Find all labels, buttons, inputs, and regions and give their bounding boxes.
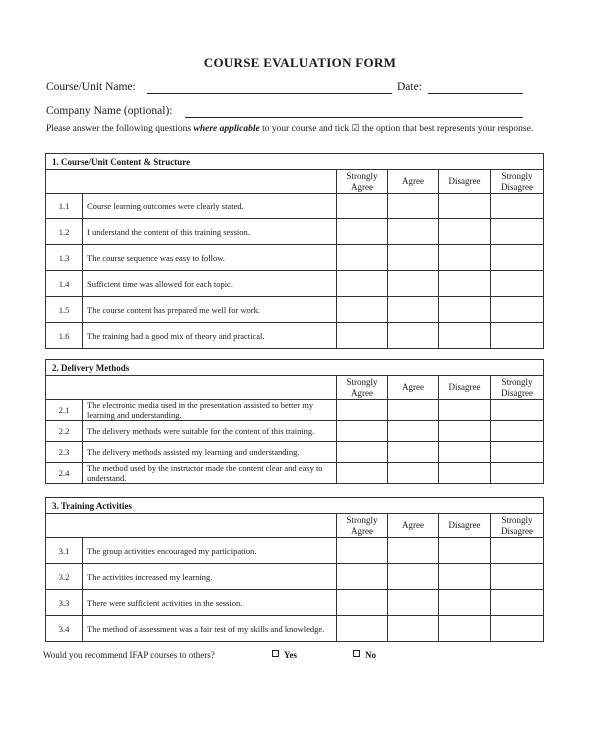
rating-cell-strongly-agree[interactable] xyxy=(337,219,388,245)
header-blank xyxy=(46,514,337,538)
table-row xyxy=(46,590,544,616)
table-row xyxy=(46,271,544,297)
rating-cell-strongly-disagree[interactable] xyxy=(491,400,544,421)
rating-cell-strongly-disagree[interactable] xyxy=(491,194,544,219)
header-blank xyxy=(46,376,337,400)
item-question: Course learning outcomes were clearly stated. xyxy=(83,194,337,219)
item-number: 2.1 xyxy=(46,400,83,421)
rating-cell-agree[interactable] xyxy=(388,271,439,297)
rating-cell-disagree[interactable] xyxy=(439,538,491,564)
instructions-text-mid: to your course and tick xyxy=(262,124,350,134)
rating-cell-strongly-disagree[interactable] xyxy=(491,219,544,245)
rating-cell-agree[interactable] xyxy=(388,564,439,590)
item-question: Sufficient time was allowed for each topic. xyxy=(83,271,337,297)
rating-cell-strongly-disagree[interactable] xyxy=(491,564,544,590)
rating-cell-strongly-agree[interactable] xyxy=(337,194,388,219)
rating-cell-disagree[interactable] xyxy=(439,400,491,421)
date-label: Date: xyxy=(397,81,422,93)
rating-cell-strongly-agree[interactable] xyxy=(337,271,388,297)
item-question: The electronic media used in the presentation assisted to better my learning and understanding. xyxy=(83,400,337,421)
rating-cell-disagree[interactable] xyxy=(439,323,491,349)
recommend-question: Would you recommend IFAP courses to others? xyxy=(43,650,215,660)
item-number: 1.1 xyxy=(46,194,83,219)
rating-cell-agree[interactable] xyxy=(388,421,439,442)
item-question: The delivery methods were suitable for the content of this training. xyxy=(83,421,337,442)
instructions xyxy=(46,123,546,135)
rating-cell-strongly-agree[interactable] xyxy=(337,297,388,323)
section-2-table xyxy=(45,359,544,484)
recommend-no-option[interactable] xyxy=(353,650,376,660)
rating-cell-strongly-agree[interactable] xyxy=(337,442,388,463)
date-field[interactable] xyxy=(428,93,523,94)
form-title: COURSE EVALUATION FORM xyxy=(203,55,397,70)
rating-cell-strongly-agree[interactable] xyxy=(337,400,388,421)
rating-cell-strongly-agree[interactable] xyxy=(337,538,388,564)
rating-cell-disagree[interactable] xyxy=(439,194,491,219)
rating-cell-strongly-agree[interactable] xyxy=(337,616,388,642)
rating-cell-strongly-disagree[interactable] xyxy=(491,297,544,323)
header-agree: Agree xyxy=(388,170,439,194)
table-row xyxy=(46,421,544,442)
item-number: 2.2 xyxy=(46,421,83,442)
instructions-text-start: Please answer the following questions xyxy=(46,124,192,134)
item-question: The course content has prepared me well for work. xyxy=(83,297,337,323)
table-row xyxy=(46,297,544,323)
item-number: 1.6 xyxy=(46,323,83,349)
rating-cell-agree[interactable] xyxy=(388,442,439,463)
item-number: 1.3 xyxy=(46,245,83,271)
header-strongly-disagree: Strongly Disagree xyxy=(491,376,544,400)
checked-box-icon: ☑ xyxy=(351,124,360,134)
header-agree: Agree xyxy=(388,514,439,538)
rating-cell-strongly-agree[interactable] xyxy=(337,421,388,442)
rating-cell-strongly-disagree[interactable] xyxy=(491,616,544,642)
company-name-field[interactable] xyxy=(185,117,523,118)
item-number: 2.3 xyxy=(46,442,83,463)
table-row xyxy=(46,616,544,642)
rating-cell-disagree[interactable] xyxy=(439,297,491,323)
item-question: The method of assessment was a fair test of my skills and knowledge. xyxy=(83,616,337,642)
rating-cell-disagree[interactable] xyxy=(439,421,491,442)
section-3-table xyxy=(45,497,544,642)
rating-cell-strongly-agree[interactable] xyxy=(337,245,388,271)
item-question: The course sequence was easy to follow. xyxy=(83,245,337,271)
table-row xyxy=(46,323,544,349)
rating-cell-disagree[interactable] xyxy=(439,219,491,245)
rating-cell-strongly-agree[interactable] xyxy=(337,590,388,616)
yes-checkbox[interactable] xyxy=(272,650,279,657)
header-disagree: Disagree xyxy=(439,514,491,538)
section-1-table xyxy=(45,153,544,349)
item-question: The delivery methods assisted my learning and understanding. xyxy=(83,442,337,463)
rating-cell-strongly-agree[interactable] xyxy=(337,463,388,484)
item-number: 3.1 xyxy=(46,538,83,564)
no-label: No xyxy=(365,650,376,660)
rating-cell-agree[interactable] xyxy=(388,463,439,484)
rating-cell-strongly-disagree[interactable] xyxy=(491,245,544,271)
rating-cell-agree[interactable] xyxy=(388,323,439,349)
item-question: The training had a good mix of theory and practical. xyxy=(83,323,337,349)
rating-cell-disagree[interactable] xyxy=(439,442,491,463)
section-title: 1. Course/Unit Content & Structure xyxy=(46,154,544,170)
rating-cell-disagree[interactable] xyxy=(439,590,491,616)
table-row xyxy=(46,219,544,245)
rating-cell-agree[interactable] xyxy=(388,194,439,219)
rating-cell-agree[interactable] xyxy=(388,538,439,564)
rating-cell-disagree[interactable] xyxy=(439,564,491,590)
table-row xyxy=(46,245,544,271)
header-strongly-agree: Strongly Agree xyxy=(337,170,388,194)
rating-cell-strongly-disagree[interactable] xyxy=(491,538,544,564)
rating-cell-agree[interactable] xyxy=(388,590,439,616)
instructions-text-end: the option that best represents your response. xyxy=(362,124,534,134)
item-question: The activities increased my learning. xyxy=(83,564,337,590)
item-number: 1.2 xyxy=(46,219,83,245)
recommend-yes-option[interactable] xyxy=(272,650,297,660)
item-question: The group activities encouraged my participation. xyxy=(83,538,337,564)
item-number: 3.2 xyxy=(46,564,83,590)
table-row xyxy=(46,194,544,219)
item-number: 2.4 xyxy=(46,463,83,484)
rating-cell-strongly-disagree[interactable] xyxy=(491,463,544,484)
rating-cell-strongly-disagree[interactable] xyxy=(491,421,544,442)
rating-cell-strongly-disagree[interactable] xyxy=(491,271,544,297)
rating-cell-agree[interactable] xyxy=(388,297,439,323)
instructions-emphasis: where applicable xyxy=(193,124,260,134)
rating-cell-disagree[interactable] xyxy=(439,245,491,271)
rating-cell-agree[interactable] xyxy=(388,400,439,421)
yes-label: Yes xyxy=(284,650,297,660)
section-title: 2. Delivery Methods xyxy=(46,360,544,376)
header-strongly-disagree: Strongly Disagree xyxy=(491,514,544,538)
rating-cell-agree[interactable] xyxy=(388,219,439,245)
rating-cell-strongly-agree[interactable] xyxy=(337,564,388,590)
rating-cell-strongly-disagree[interactable] xyxy=(491,442,544,463)
rating-cell-disagree[interactable] xyxy=(439,463,491,484)
item-number: 1.4 xyxy=(46,271,83,297)
header-strongly-disagree: Strongly Disagree xyxy=(491,170,544,194)
table-row xyxy=(46,564,544,590)
course-name-label: Course/Unit Name: xyxy=(46,81,136,93)
rating-cell-strongly-agree[interactable] xyxy=(337,323,388,349)
item-number: 3.3 xyxy=(46,590,83,616)
item-question: There were sufficient activities in the session. xyxy=(83,590,337,616)
header-blank xyxy=(46,170,337,194)
header-strongly-agree: Strongly Agree xyxy=(337,376,388,400)
header-disagree: Disagree xyxy=(439,170,491,194)
item-number: 3.4 xyxy=(46,616,83,642)
table-row xyxy=(46,400,544,421)
table-row xyxy=(46,442,544,463)
table-row xyxy=(46,463,544,484)
course-name-field[interactable] xyxy=(147,93,392,94)
company-name-label: Company Name (optional): xyxy=(46,105,173,117)
header-agree: Agree xyxy=(388,376,439,400)
item-question: The method used by the instructor made the content clear and easy to understand. xyxy=(83,463,337,484)
rating-cell-strongly-disagree[interactable] xyxy=(491,590,544,616)
rating-cell-disagree[interactable] xyxy=(439,271,491,297)
table-row xyxy=(46,538,544,564)
rating-cell-agree[interactable] xyxy=(388,616,439,642)
rating-cell-strongly-disagree[interactable] xyxy=(491,323,544,349)
rating-cell-disagree[interactable] xyxy=(439,616,491,642)
rating-cell-agree[interactable] xyxy=(388,245,439,271)
header-disagree: Disagree xyxy=(439,376,491,400)
no-checkbox[interactable] xyxy=(353,650,360,657)
item-number: 1.5 xyxy=(46,297,83,323)
section-title: 3. Training Activities xyxy=(46,498,544,514)
header-strongly-agree: Strongly Agree xyxy=(337,514,388,538)
item-question: I understand the content of this training session. xyxy=(83,219,337,245)
